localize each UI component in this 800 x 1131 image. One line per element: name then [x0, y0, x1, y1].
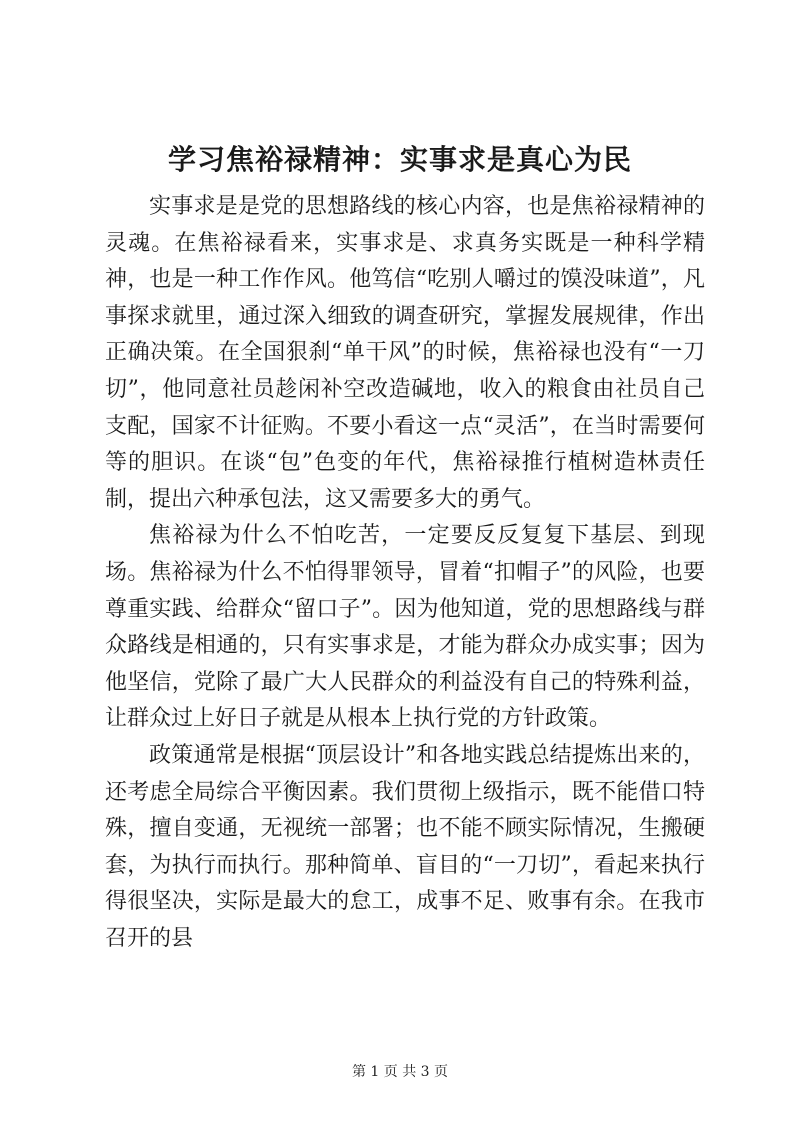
- paragraph-2: 焦裕禄为什么不怕吃苦，一定要反反复复下基层、到现场。焦裕禄为什么不怕得罪领导，冒着“扣帽子”的风险，也要尊重实践、给群众“留口子”。因为他知道，党的思想路线与群众路线是相通的，只有实事求是，才能为群众办成实事；因为他坚信，党除了最广大人民群众的利益没有自己的特殊利益，让群众过上好日子就是从根本上执行党的方针政策。: [105, 523, 705, 732]
- document-body: [105, 189, 705, 957]
- document-title: 学习焦裕禄精神：实事求是真心为民: [167, 143, 632, 176]
- page-number-indicator: 第 1 页 共 3 页: [351, 1064, 449, 1080]
- paragraph-3: 政策通常是根据“顶层设计”和各地实践总结提炼出来的，还考虑全局综合平衡因素。我们贯彻上级指示，既不能借口特殊，擅自变通，无视统一部署；也不能不顾实际情况，生搬硬套，为执行而执行。那种简单、盲目的“一刀切”，看起来执行得很坚决，实际是最大的怠工，成事不足、败事有余。在我市召开的县: [105, 742, 705, 951]
- paragraph-1: 实事求是是党的思想路线的核心内容，也是焦裕禄精神的灵魂。在焦裕禄看来，实事求是、求真务实既是一种科学精神，也是一种工作作风。他笃信“吃别人嚼过的馍没味道”，凡事探求就里，通过深入细致的调查研究，掌握发展规律，作出正确决策。在全国狠刹“单干风”的时候，焦裕禄也没有“一刀切”，他同意社员趁闲补空改造碱地，收入的粮食由社员自己支配，国家不计征购。不要小看这一点“灵活”，在当时需要何等的胆识。在谈“包”色变的年代，焦裕禄推行植树造林责任制，提出六种承包法，这又需要多大的勇气。: [105, 194, 705, 512]
- page-footer: [0, 1062, 800, 1082]
